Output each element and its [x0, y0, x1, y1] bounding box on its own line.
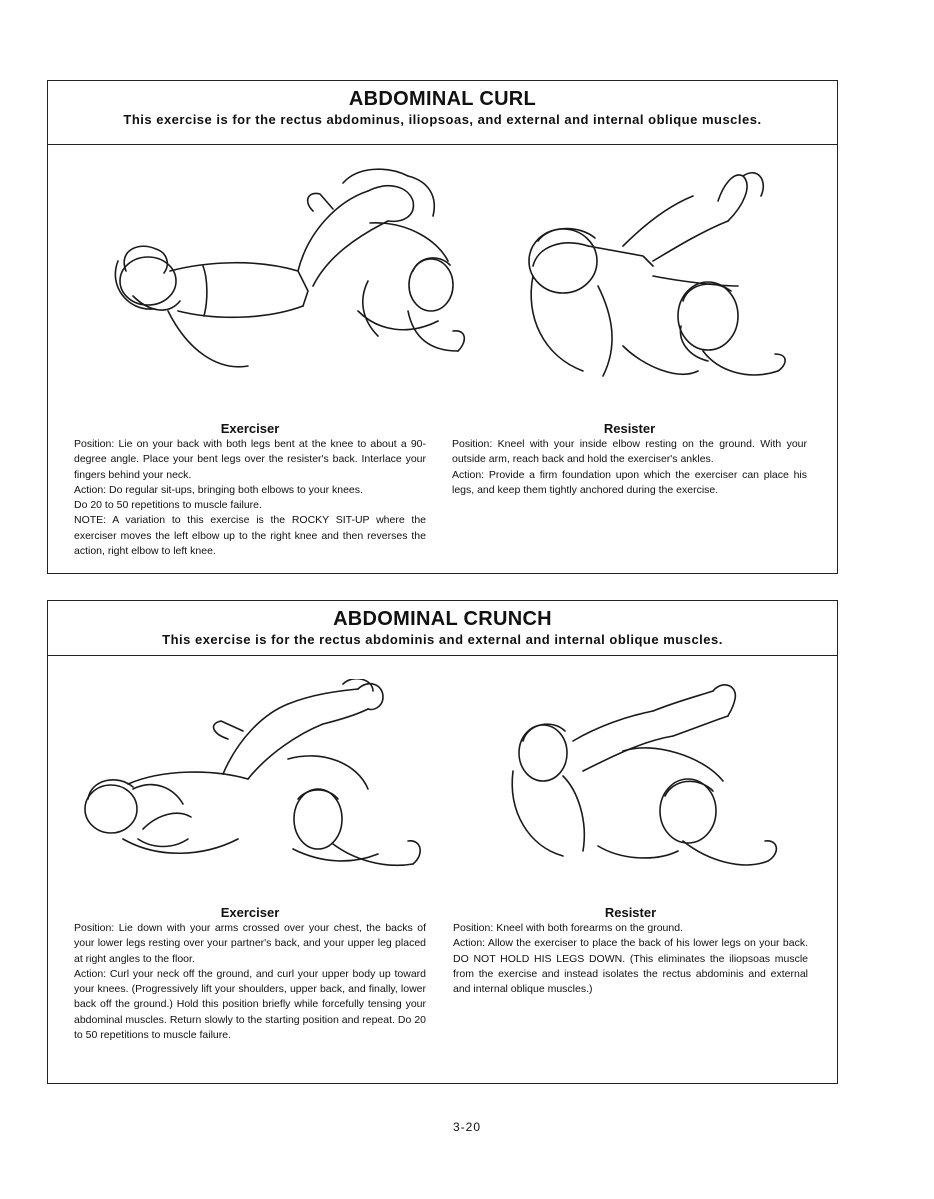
- abdominal-crunch-panel: [47, 600, 838, 1084]
- action-text: Curl your neck off the ground, and curl your upper body up toward your knees. (Progressively lift your shoulders, upper back, and finally, lower back off the ground.) Hold this position briefly while forcefully tensing your abdominal muscles. Return slowly to the starting position and repeat. Do 20 to 50 repetitions to muscle failure.: [74, 967, 426, 1042]
- note-label: NOTE:: [74, 514, 107, 527]
- note-text: A variation to this exercise is the ROCKY SIT-UP where the exerciser moves the left elbow up to the right knee and then reverses the action, right elbow to left knee.: [74, 514, 426, 558]
- crunch-exerciser-instructions: [74, 905, 426, 1043]
- position-label: Position:: [452, 438, 493, 450]
- section-subtitle: This exercise is for the rectus abdominis and external and internal oblique muscles.: [162, 632, 723, 647]
- resister-heading: Resister: [603, 421, 656, 436]
- section-title: ABDOMINAL CRUNCH: [333, 608, 552, 630]
- position-text: Kneel with both forearms on the ground.: [496, 922, 683, 934]
- action-label: Action:: [453, 937, 486, 950]
- curl-side-view-drawing: [108, 161, 468, 386]
- crunch-front-view-drawing: [503, 681, 793, 891]
- curl-exerciser-illustration: [108, 161, 468, 386]
- exerciser-heading: Exerciser: [220, 421, 280, 436]
- panel-header: [48, 81, 837, 145]
- action-text: Allow the exerciser to place the back of his lower legs on your back. DO NOT HOLD HIS LEGS DOWN. (This eliminates the iliopsoas muscle from the exercise and instead isolates the rectus abdominis and external and internal oblique muscles.): [453, 937, 808, 996]
- position-paragraph: [452, 437, 807, 468]
- action-paragraph: [452, 468, 807, 499]
- crunch-resister-instructions: [453, 905, 808, 997]
- resister-heading: Resister: [604, 905, 657, 920]
- position-paragraph: [453, 921, 808, 936]
- crunch-side-view-drawing: [73, 679, 423, 894]
- curl-exerciser-instructions: [74, 421, 426, 559]
- position-paragraph: [74, 921, 426, 967]
- crunch-exerciser-illustration: [73, 679, 423, 894]
- page-number: 3-20: [452, 1120, 482, 1134]
- position-label: Position:: [74, 922, 115, 934]
- action-text: Do regular sit-ups, bringing both elbows to your knees.: [109, 483, 363, 496]
- curl-resister-instructions: [452, 421, 807, 498]
- action-paragraph: [74, 967, 426, 1043]
- position-text: Kneel with your inside elbow resting on the ground. With your outside arm, reach back and hold the exerciser's ankles.: [452, 438, 807, 466]
- position-label: Position:: [453, 922, 494, 934]
- position-text: Lie on your back with both legs bent at the knee to about a 90-degree angle. Place your bent legs over the resister's back. Interlace your fingers behind your neck.: [74, 438, 426, 481]
- exerciser-heading: Exerciser: [220, 905, 280, 920]
- repetitions-text: Do 20 to 50 repetitions to muscle failure.: [74, 499, 262, 512]
- action-text: Provide a firm foundation upon which the exerciser can place his legs, and keep them tightly anchored during the exercise.: [452, 468, 807, 496]
- action-paragraph: [453, 936, 808, 997]
- position-label: Position:: [74, 438, 115, 450]
- position-paragraph: [74, 437, 426, 483]
- abdominal-curl-panel: [47, 80, 838, 574]
- action-label: Action:: [74, 483, 107, 496]
- curl-resister-illustration: [503, 166, 793, 401]
- panel-header: [48, 601, 837, 656]
- crunch-resister-illustration: [503, 681, 793, 891]
- action-paragraph: [74, 483, 426, 498]
- curl-front-view-drawing: [503, 166, 793, 401]
- section-title: ABDOMINAL CURL: [348, 88, 537, 110]
- section-subtitle: This exercise is for the rectus abdominus, iliopsoas, and external and internal oblique muscles.: [123, 112, 762, 127]
- action-label: Action:: [74, 967, 107, 980]
- action-label: Action:: [452, 468, 485, 481]
- position-text: Lie down with your arms crossed over your chest, the backs of your lower legs resting over your partner's back, and your upper leg placed at right angles to the floor.: [74, 922, 426, 965]
- note-paragraph: [74, 513, 426, 559]
